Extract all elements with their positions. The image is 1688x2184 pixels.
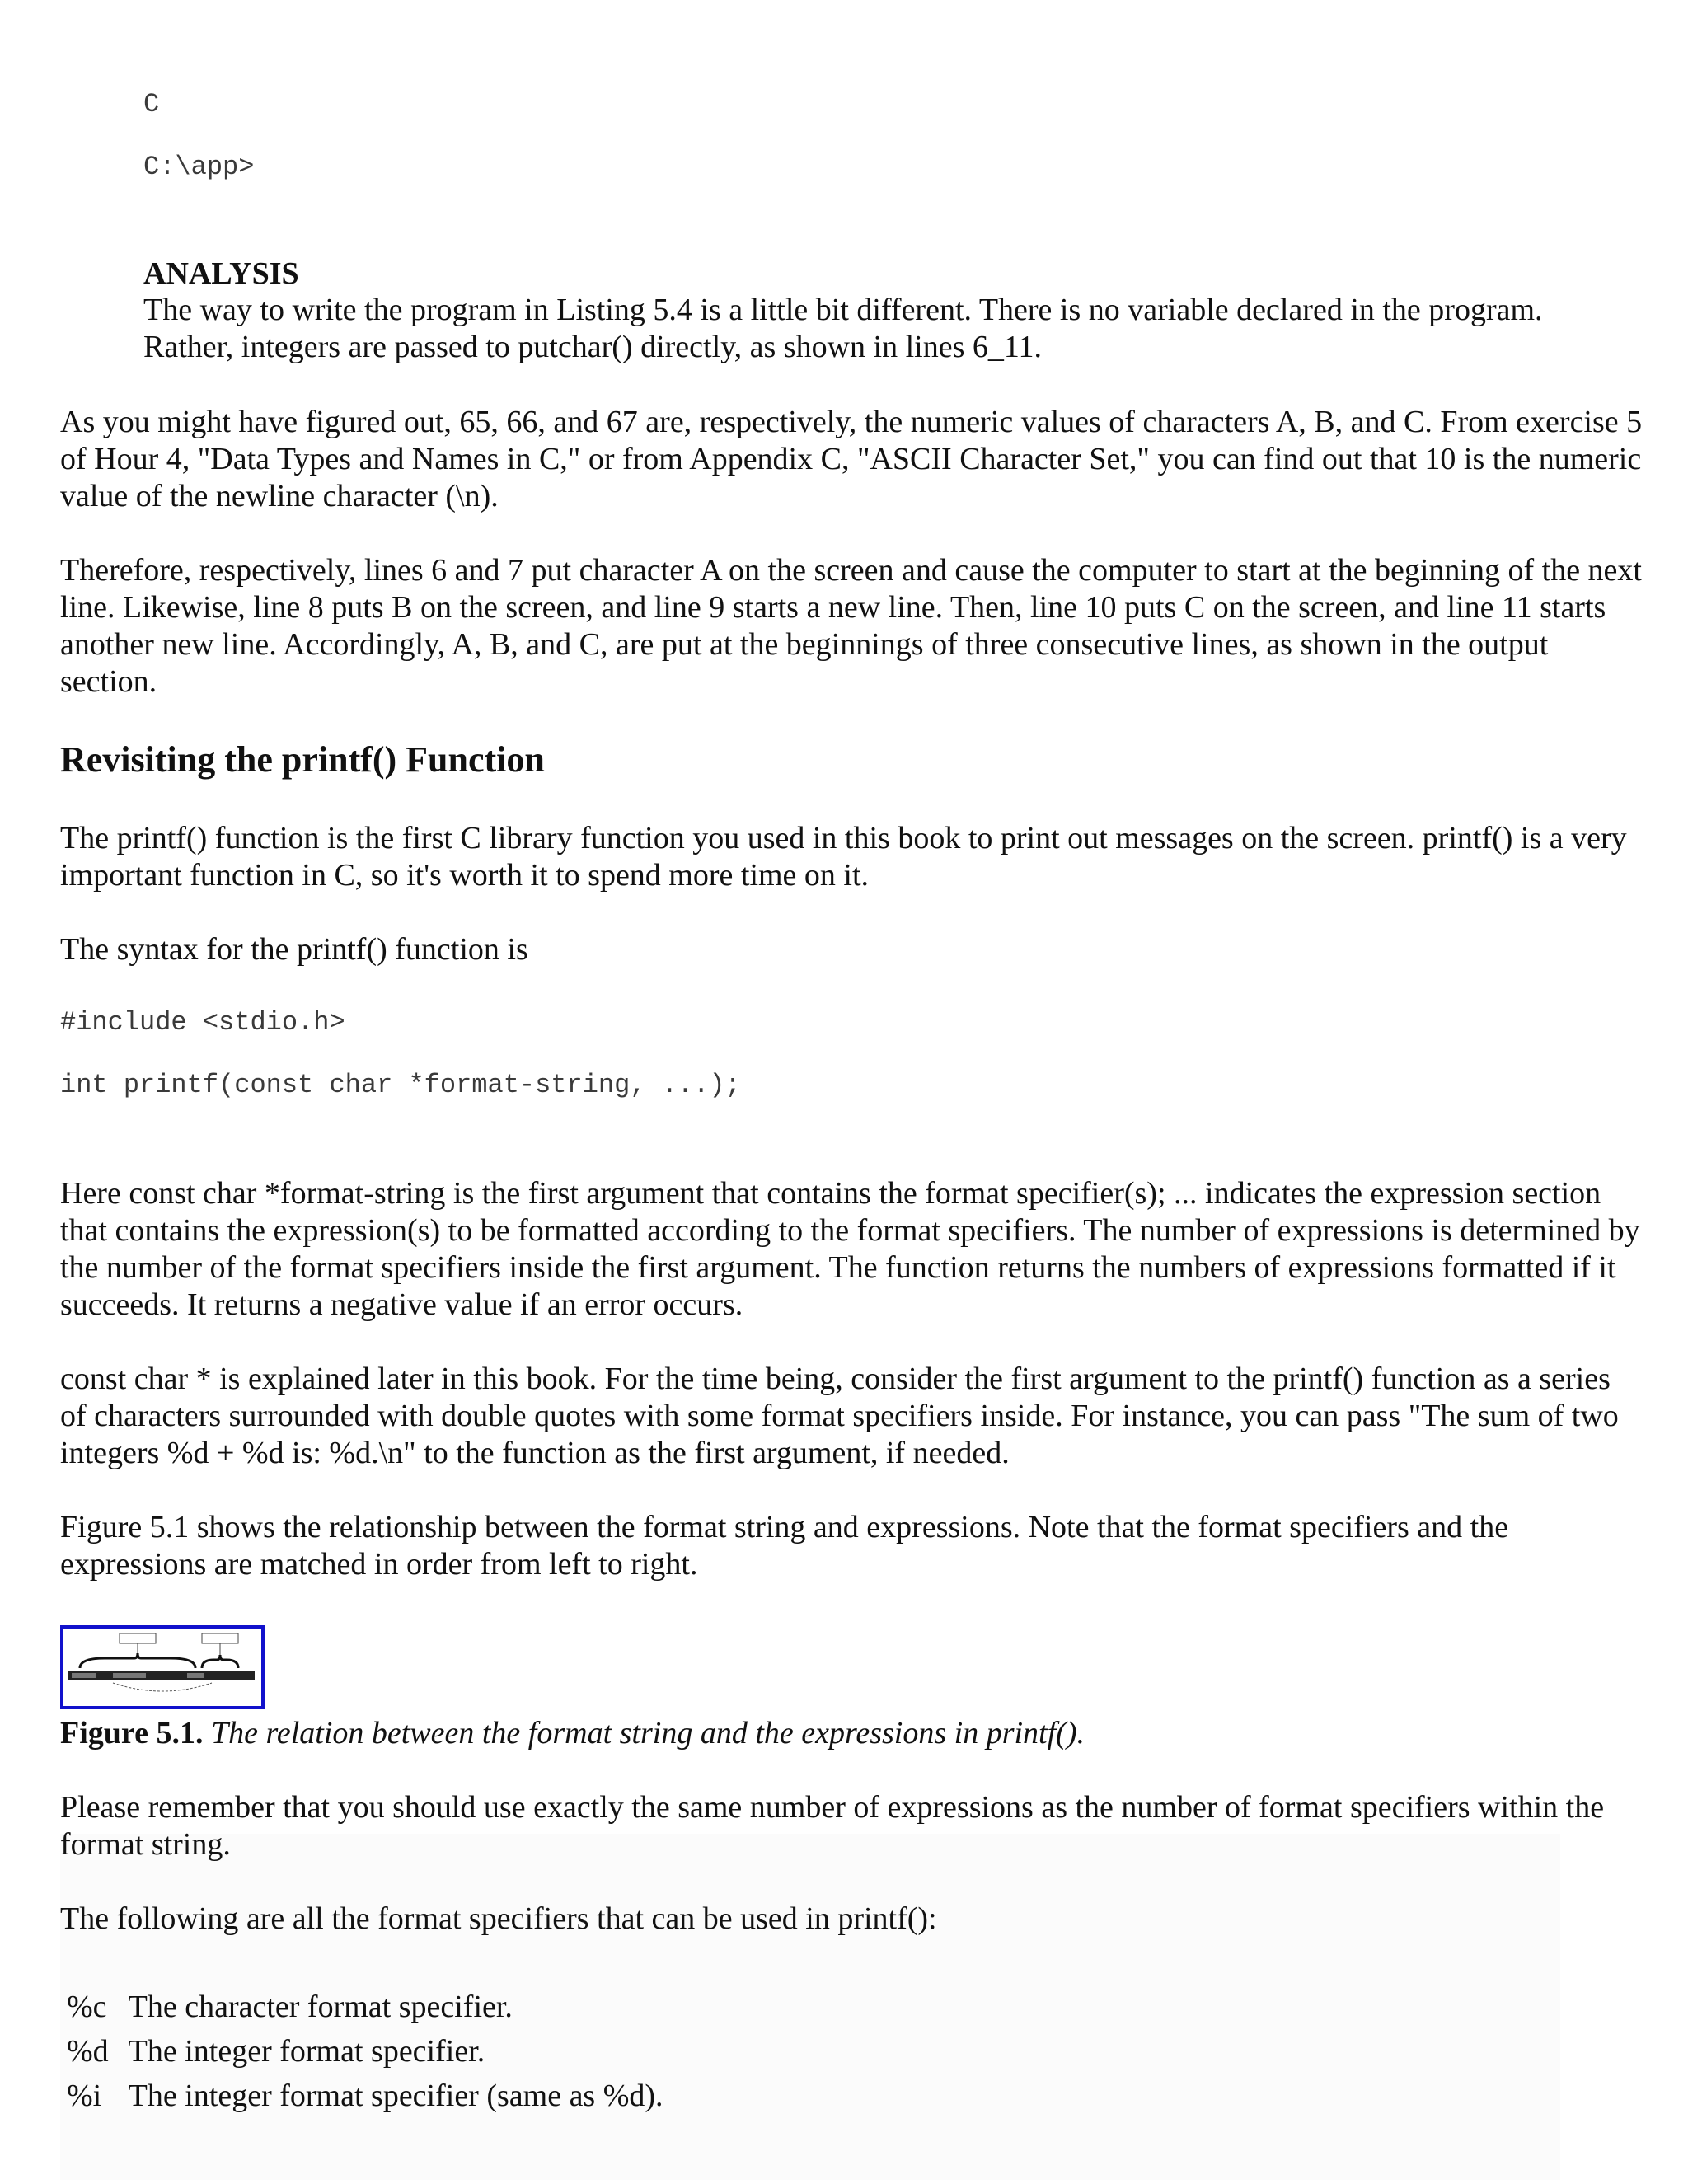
specifier-code: %i [67,2079,102,2113]
paragraph-printf-intro: The printf() function is the first C library function you used in this book to print out messages on the screen. printf() is a very important function in C, so it's worth it to spend more time on it. [60,821,1627,893]
paragraph-ascii-values: As you might have figured out, 65, 66, and 67 are, respectively, the numeric values of characters A, B, and C. From exercise 5 of Hour 4, "Data Types and Names in C," or from Appendix C, "ASCII Character Set," you can find out that 10 is the numeric value of the newline character (\n). [60,405,1643,513]
paragraph-expression-count: Please remember that you should use exactly the same number of expressions as the number of format specifiers within the format string. [60,1790,1605,1862]
format-specifier-table [60,1985,670,2118]
specifier-description: The integer format specifier (same as %d). [128,2079,663,2113]
paragraph-lines-explanation: Therefore, respectively, lines 6 and 7 put character A on the screen and cause the computer to start at the beginning of the next line. Likewise, line 8 puts B on the screen, and line 9 starts a new line. Then, line 10 puts C on the screen, and line 11 starts another new line. Accordingly, A, B, and C, are put at the beginnings of three consecutive lines, as shown in the output section. [60,553,1642,699]
section-title: Revisiting the printf() Function [60,739,545,780]
paragraph-syntax-intro: The syntax for the printf() function is [60,932,528,967]
table-row [60,1985,670,2029]
paragraph-const-char: const char * is explained later in this book. For the time being, consider the first argument to the printf() function as a series of characters surrounded with double quotes with some format specifiers inside. For instance, you can pass "The sum of two integers %d + %d is: %d.\n" to the function as the first argument, if needed. [60,1361,1619,1470]
output-line-c: C [143,89,160,120]
output-prompt: C:\app> [143,152,255,182]
specifier-code: %c [67,1990,107,2024]
specifier-code: %d [67,2034,109,2069]
figure-thumbnail-link[interactable] [60,1625,265,1709]
analysis-heading: ANALYSIS [143,256,299,291]
paragraph-specifiers-intro: The following are all the format specifiers that can be used in printf(): [60,1901,937,1936]
table-row [60,2074,670,2118]
analysis-text: The way to write the program in Listing 5.4 is a little bit different. There is no variable declared in the program. Rather, integers are passed to putchar() directly, as shown in lines 6_11. [143,293,1543,364]
figure-label: Figure 5.1. [60,1716,204,1750]
table-row [60,2029,670,2074]
paragraph-figure-intro: Figure 5.1 shows the relationship between the format string and expressions. Note that the format specifiers and the expressions are matched in order from left to right. [60,1510,1509,1582]
figure-caption-text: The relation between the format string and the expressions in printf(). [210,1716,1085,1750]
specifier-description: The integer format specifier. [128,2034,485,2069]
paragraph-format-string: Here const char *format-string is the first argument that contains the format specifier(s); ... indicates the expression section that contains the expression(s) to be formatted according to the format specifiers. The number of expressions is determined by the number of the format specifiers inside the first argument. The function returns the numbers of expressions formatted if it succeeds. It returns a negative value if an error occurs. [60,1176,1640,1322]
figure-caption [60,1715,1085,1751]
specifier-description: The character format specifier. [128,1990,513,2024]
figure-diagram-icon [63,1629,261,1706]
code-prototype: int printf(const char *format-string, ...); [60,1070,741,1100]
code-include: #include <stdio.h> [60,1007,345,1038]
